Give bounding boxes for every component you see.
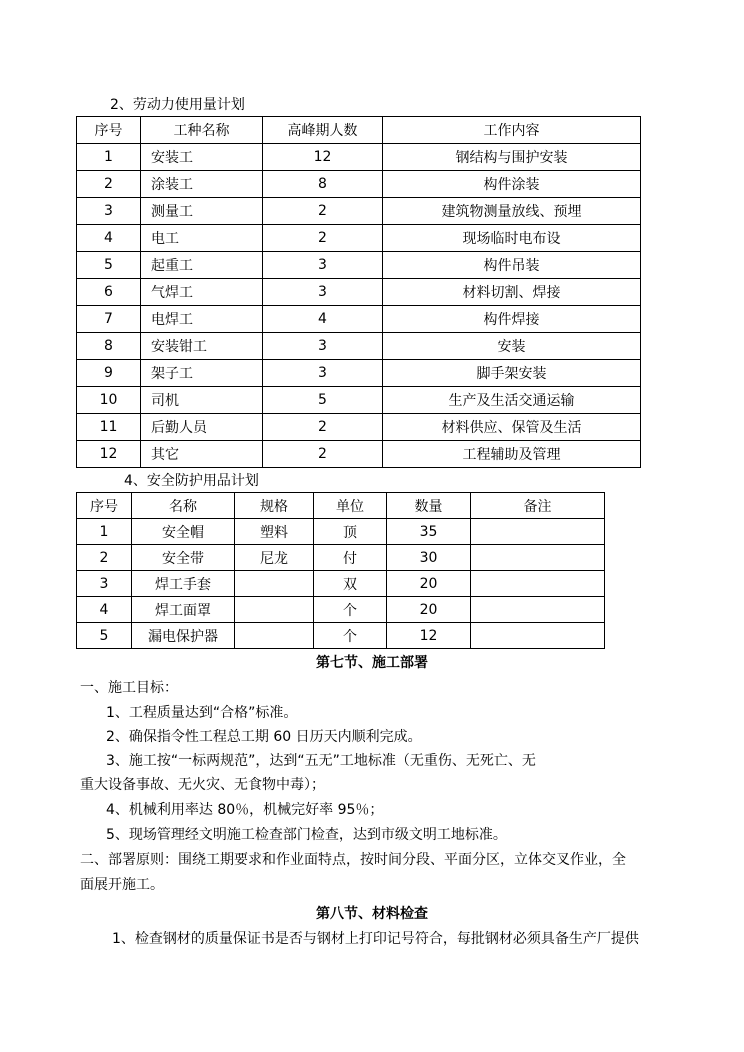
table-cell: 4 <box>263 306 383 333</box>
table-row <box>77 545 605 571</box>
safety-plan-table <box>76 492 605 649</box>
table-cell: 材料供应、保管及生活 <box>383 414 641 441</box>
table-cell: 气焊工 <box>141 279 263 306</box>
table-cell: 涂装工 <box>141 171 263 198</box>
table-cell: 4 <box>77 597 132 623</box>
table-cell: 测量工 <box>141 198 263 225</box>
table-cell: 安装工 <box>141 144 263 171</box>
table-cell: 钢结构与围护安装 <box>383 144 641 171</box>
table-row <box>77 597 605 623</box>
table-cell: 35 <box>387 519 471 545</box>
table-cell: 起重工 <box>141 252 263 279</box>
table-row <box>77 171 641 198</box>
header-cell: 规格 <box>235 493 314 519</box>
goal-item-3-line-1: 3、施工按“一标两规范”，达到“五无”工地标准（无重伤、无死亡、无 <box>106 753 536 769</box>
table-cell: 4 <box>77 225 141 252</box>
table-cell: 3 <box>77 198 141 225</box>
table-row <box>77 252 641 279</box>
table-row <box>77 414 641 441</box>
table-cell <box>471 519 605 545</box>
table-cell: 构件涂装 <box>383 171 641 198</box>
table-cell: 建筑物测量放线、预埋 <box>383 198 641 225</box>
table-cell <box>235 597 314 623</box>
table-cell: 构件焊接 <box>383 306 641 333</box>
table-cell: 11 <box>77 414 141 441</box>
table-cell: 电工 <box>141 225 263 252</box>
table-cell: 安装钳工 <box>141 333 263 360</box>
table-cell: 2 <box>263 225 383 252</box>
table-cell: 3 <box>263 333 383 360</box>
table-cell: 2 <box>263 198 383 225</box>
table-cell <box>235 623 314 649</box>
table-cell <box>471 571 605 597</box>
table-cell: 安全带 <box>132 545 235 571</box>
principle-line-1: 二、部署原则：围绕工期要求和作业面特点，按时间分段、平面分区，立体交叉作业，全 <box>80 852 626 868</box>
table-row <box>77 279 641 306</box>
table-cell: 安装 <box>383 333 641 360</box>
table-cell: 安全帽 <box>132 519 235 545</box>
table-cell: 电焊工 <box>141 306 263 333</box>
table-cell: 1 <box>77 519 132 545</box>
table-cell <box>471 623 605 649</box>
table-cell: 后勤人员 <box>141 414 263 441</box>
table-row <box>77 198 641 225</box>
principle-line-2: 面展开施工。 <box>80 877 164 893</box>
header-cell: 数量 <box>387 493 471 519</box>
table-cell: 5 <box>77 252 141 279</box>
header-cell: 工作内容 <box>383 117 641 144</box>
table-cell: 脚手架安装 <box>383 360 641 387</box>
goal-heading: 一、施工目标： <box>80 680 178 696</box>
material-check-item-1: 1、检查钢材的质量保证书是否与钢材上打印记号符合，每批钢材必须具备生产厂提供 <box>112 931 639 947</box>
table-cell: 30 <box>387 545 471 571</box>
table-cell: 漏电保护器 <box>132 623 235 649</box>
table-cell: 3 <box>263 279 383 306</box>
table-header-row <box>77 493 605 519</box>
table-cell: 个 <box>314 623 387 649</box>
table-row <box>77 306 641 333</box>
table-cell: 个 <box>314 597 387 623</box>
table-cell: 20 <box>387 597 471 623</box>
table-cell: 2 <box>263 414 383 441</box>
table-cell: 20 <box>387 571 471 597</box>
table-cell: 其它 <box>141 441 263 468</box>
table-cell: 塑料 <box>235 519 314 545</box>
labor-plan-table <box>76 116 641 468</box>
table-cell: 9 <box>77 360 141 387</box>
table-cell: 7 <box>77 306 141 333</box>
table-cell: 焊工手套 <box>132 571 235 597</box>
table-cell: 12 <box>387 623 471 649</box>
goal-item-2: 2、确保指令性工程总工期 60 日历天内顺利完成。 <box>106 729 422 745</box>
section-7-title: 第七节、施工部署 <box>316 655 428 671</box>
header-cell: 序号 <box>77 117 141 144</box>
table-cell: 6 <box>77 279 141 306</box>
table-cell: 焊工面罩 <box>132 597 235 623</box>
table-cell <box>471 597 605 623</box>
table-cell: 5 <box>263 387 383 414</box>
table-cell: 双 <box>314 571 387 597</box>
table-cell: 3 <box>263 360 383 387</box>
table-cell: 工程辅助及管理 <box>383 441 641 468</box>
goal-item-3-line-2: 重大设备事故、无火灾、无食物中毒）； <box>80 777 325 793</box>
table-row <box>77 623 605 649</box>
table-row <box>77 387 641 414</box>
table-row <box>77 333 641 360</box>
table-cell: 3 <box>77 571 132 597</box>
goal-item-1: 1、工程质量达到“合格”标准。 <box>106 705 298 721</box>
table-cell: 8 <box>263 171 383 198</box>
header-cell: 高峰期人数 <box>263 117 383 144</box>
table-cell: 现场临时电布设 <box>383 225 641 252</box>
safety-plan-caption: 4、安全防护用品计划 <box>124 473 259 489</box>
table-cell: 材料切割、焊接 <box>383 279 641 306</box>
table-cell: 3 <box>263 252 383 279</box>
table-row <box>77 144 641 171</box>
header-cell: 名称 <box>132 493 235 519</box>
table-cell: 司机 <box>141 387 263 414</box>
table-row <box>77 441 641 468</box>
table-cell: 生产及生活交通运输 <box>383 387 641 414</box>
table-cell: 10 <box>77 387 141 414</box>
table-cell: 1 <box>77 144 141 171</box>
table-cell: 顶 <box>314 519 387 545</box>
table-cell: 尼龙 <box>235 545 314 571</box>
table-cell: 2 <box>77 171 141 198</box>
table-cell <box>471 545 605 571</box>
goal-item-5: 5、现场管理经文明施工检查部门检查，达到市级文明工地标准。 <box>106 827 507 843</box>
table-row <box>77 360 641 387</box>
table-cell: 12 <box>77 441 141 468</box>
table-header-row <box>77 117 641 144</box>
table-row <box>77 571 605 597</box>
table-cell: 架子工 <box>141 360 263 387</box>
table-cell: 8 <box>77 333 141 360</box>
table-cell: 2 <box>263 441 383 468</box>
header-cell: 工种名称 <box>141 117 263 144</box>
goal-item-4: 4、机械利用率达 80％，机械完好率 95％； <box>106 802 384 818</box>
table-cell: 5 <box>77 623 132 649</box>
header-cell: 备注 <box>471 493 605 519</box>
table-row <box>77 519 605 545</box>
table-cell: 2 <box>77 545 132 571</box>
header-cell: 单位 <box>314 493 387 519</box>
table-cell: 付 <box>314 545 387 571</box>
labor-plan-caption: 2、劳动力使用量计划 <box>110 97 245 113</box>
table-cell <box>235 571 314 597</box>
table-cell: 12 <box>263 144 383 171</box>
header-cell: 序号 <box>77 493 132 519</box>
table-row <box>77 225 641 252</box>
table-cell: 构件吊装 <box>383 252 641 279</box>
section-8-title: 第八节、材料检查 <box>316 906 428 922</box>
